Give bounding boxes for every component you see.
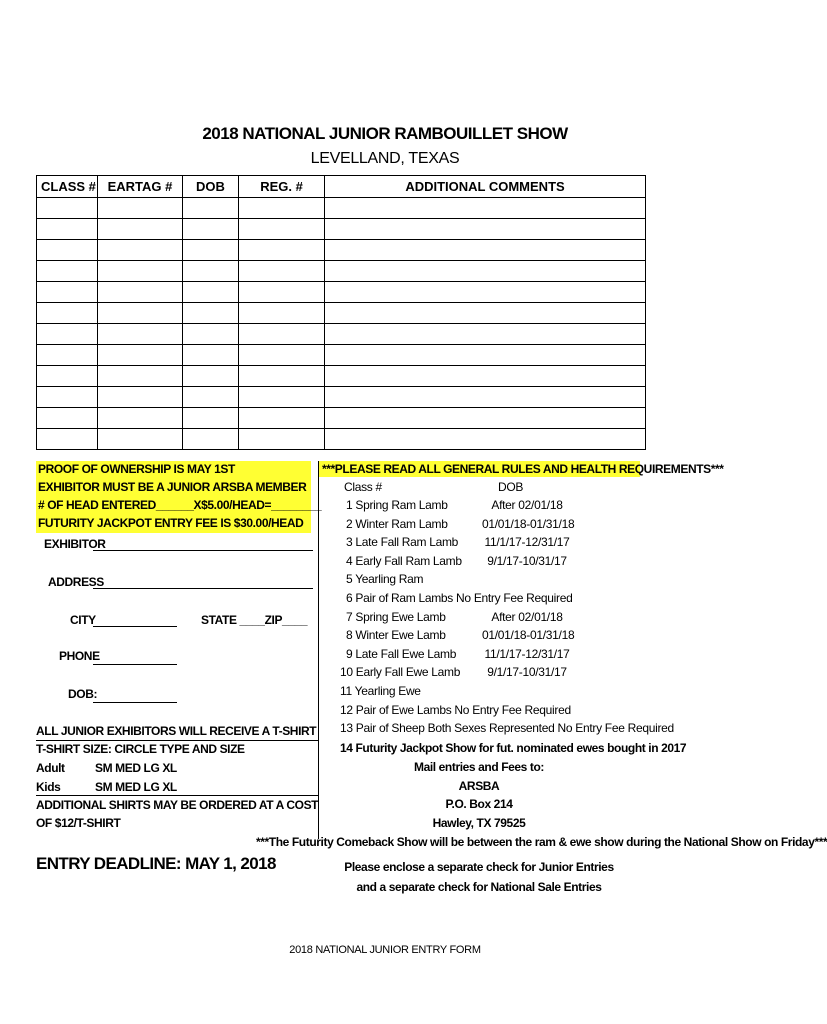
table-cell[interactable]: [239, 345, 325, 366]
table-header-row: [37, 176, 646, 198]
extra-shirts-text: ADDITIONAL SHIRTS MAY BE ORDERED AT A COST: [36, 798, 319, 812]
table-cell[interactable]: [239, 408, 325, 429]
class-dob: 9/1/17-10/31/17: [487, 665, 567, 680]
proof-text: PROOF OF OWNERSHIP IS MAY 1ST: [38, 462, 235, 476]
class-dob: After 02/01/18: [491, 609, 563, 624]
table-cell[interactable]: [98, 345, 183, 366]
read-rules-text: ***PLEASE READ ALL GENERAL RULES AND HEALTH REQUIREMENTS***: [322, 462, 724, 476]
table-cell[interactable]: [98, 366, 183, 387]
city-field[interactable]: [93, 626, 177, 627]
class-name: 8 Winter Ewe Lamb: [346, 628, 446, 643]
table-row: [37, 387, 646, 408]
table-cell[interactable]: [98, 261, 183, 282]
class-dob: 11/1/17-12/31/17: [484, 535, 570, 550]
table-cell[interactable]: [239, 282, 325, 303]
table-cell[interactable]: [98, 282, 183, 303]
class-name: 7 Spring Ewe Lamb: [346, 609, 446, 624]
head-entered-text: # OF HEAD ENTERED______X$5.00/HEAD=________: [38, 498, 322, 512]
tshirt-divider: [36, 740, 319, 741]
address-label: ADDRESS: [48, 575, 104, 589]
table-row: [37, 429, 646, 450]
table-cell[interactable]: [183, 261, 239, 282]
table-cell[interactable]: [183, 366, 239, 387]
dob-field[interactable]: [93, 702, 177, 703]
table-cell[interactable]: [98, 198, 183, 219]
adult-label: Adult: [36, 761, 65, 775]
table-cell[interactable]: [98, 324, 183, 345]
table-row: [37, 219, 646, 240]
table-cell[interactable]: [325, 366, 646, 387]
extra-shirts-cost: OF $12/T-SHIRT: [36, 816, 121, 830]
class-name: 10 Early Fall Ewe Lamb: [340, 665, 461, 680]
table-cell[interactable]: [325, 240, 646, 261]
city-label: CITY: [70, 613, 96, 627]
phone-label: PHONE: [59, 649, 100, 663]
table-cell[interactable]: [37, 387, 98, 408]
table-cell[interactable]: [37, 429, 98, 450]
tshirt-all-text: ALL JUNIOR EXHIBITORS WILL RECEIVE A T-SHIRT: [36, 724, 317, 738]
kids-sizes[interactable]: SM MED LG XL: [95, 780, 177, 794]
table-cell[interactable]: [183, 219, 239, 240]
exhibitor-field[interactable]: [93, 550, 313, 551]
mail-line-3: P.O. Box 214: [445, 797, 513, 811]
class-name: 1 Spring Ram Lamb: [346, 498, 448, 512]
table-cell[interactable]: [183, 387, 239, 408]
mail-line-1: Mail entries and Fees to:: [413, 760, 545, 774]
state-zip-label: STATE ____ZIP____: [201, 613, 308, 627]
kids-divider: [36, 795, 319, 796]
table-row: [37, 303, 646, 324]
kids-label: Kids: [36, 780, 61, 794]
dob-header: DOB: [498, 480, 524, 494]
table-cell[interactable]: [239, 198, 325, 219]
col-dob: DOB: [183, 176, 239, 198]
table-cell[interactable]: [37, 282, 98, 303]
col-reg: REG. #: [239, 176, 325, 198]
table-cell[interactable]: [325, 282, 646, 303]
mail-line-2: ARSBA: [458, 779, 500, 793]
table-cell[interactable]: [183, 324, 239, 345]
tshirt-size-text: T-SHIRT SIZE: CIRCLE TYPE AND SIZE: [36, 742, 245, 756]
table-cell[interactable]: [325, 387, 646, 408]
class-dob: 01/01/18-01/31/18: [482, 628, 575, 643]
table-row: [37, 282, 646, 303]
col-comments: ADDITIONAL COMMENTS: [325, 176, 646, 198]
table-cell[interactable]: [37, 408, 98, 429]
table-cell[interactable]: [239, 303, 325, 324]
class-name: 2 Winter Ram Lamb: [346, 516, 448, 531]
class-dob: 9/1/17-10/31/17: [487, 553, 567, 568]
table-cell[interactable]: [37, 324, 98, 345]
table-row: [37, 408, 646, 429]
class-name: 4 Early Fall Ram Lamb: [346, 553, 462, 568]
class-dob: 11/1/17-12/31/17: [484, 646, 570, 661]
col-eartag: EARTAG #: [98, 176, 183, 198]
class-header: Class #: [344, 480, 382, 494]
class-name: 5 Yearling Ram: [346, 572, 424, 587]
table-cell[interactable]: [183, 429, 239, 450]
table-cell[interactable]: [98, 387, 183, 408]
adult-sizes[interactable]: SM MED LG XL: [95, 761, 177, 775]
col-class: CLASS #: [37, 176, 98, 198]
class-name: 3 Late Fall Ram Lamb: [346, 535, 459, 550]
table-cell[interactable]: [325, 429, 646, 450]
futurity-fee-text: FUTURITY JACKPOT ENTRY FEE IS $30.00/HEAD: [38, 516, 304, 530]
table-cell[interactable]: [239, 219, 325, 240]
table-cell[interactable]: [98, 219, 183, 240]
table-row: [37, 324, 646, 345]
enclose-line-1: Please enclose a separate check for Junior Entries: [344, 860, 614, 874]
entry-table-body: [37, 198, 646, 450]
table-cell[interactable]: [183, 303, 239, 324]
table-cell[interactable]: [37, 366, 98, 387]
table-cell[interactable]: [325, 198, 646, 219]
table-row: [37, 345, 646, 366]
class-name: 6 Pair of Ram Lambs No Entry Fee Required: [346, 591, 573, 605]
table-cell[interactable]: [37, 219, 98, 240]
table-cell[interactable]: [98, 240, 183, 261]
table-cell[interactable]: [183, 198, 239, 219]
table-row: [37, 240, 646, 261]
table-row: [37, 261, 646, 282]
class-dob: After 02/01/18: [491, 498, 563, 512]
table-cell[interactable]: [325, 219, 646, 240]
table-row: [37, 198, 646, 219]
table-row: [37, 366, 646, 387]
mail-line-4: Hawley, TX 79525: [432, 816, 526, 830]
table-cell[interactable]: [183, 282, 239, 303]
table-cell[interactable]: [239, 387, 325, 408]
table-cell[interactable]: [183, 345, 239, 366]
table-cell[interactable]: [239, 366, 325, 387]
table-cell[interactable]: [37, 261, 98, 282]
form-title: 2018 NATIONAL JUNIOR RAMBOUILLET SHOW: [202, 124, 568, 143]
enclose-line-2: and a separate check for National Sale Entries: [356, 880, 602, 894]
table-cell[interactable]: [239, 261, 325, 282]
table-cell[interactable]: [239, 240, 325, 261]
member-text: EXHIBITOR MUST BE A JUNIOR ARSBA MEMBER: [38, 480, 307, 494]
table-cell[interactable]: [98, 303, 183, 324]
class-name: 13 Pair of Sheep Both Sexes Represented No Entry Fee Required: [340, 721, 674, 736]
table-cell[interactable]: [98, 429, 183, 450]
table-cell[interactable]: [325, 261, 646, 282]
entry-table: [36, 175, 646, 450]
class-name: 9 Late Fall Ewe Lamb: [346, 646, 457, 661]
class-name: 12 Pair of Ewe Lambs No Entry Fee Required: [340, 702, 571, 717]
entry-deadline: ENTRY DEADLINE: MAY 1, 2018: [36, 854, 276, 873]
table-cell[interactable]: [325, 345, 646, 366]
class-name: 11 Yearling Ewe: [340, 684, 421, 698]
table-cell[interactable]: [325, 408, 646, 429]
table-cell[interactable]: [325, 324, 646, 345]
table-cell[interactable]: [37, 345, 98, 366]
form-footer: 2018 NATIONAL JUNIOR ENTRY FORM: [289, 944, 481, 956]
table-cell[interactable]: [325, 303, 646, 324]
phone-field[interactable]: [93, 664, 177, 665]
table-cell[interactable]: [239, 429, 325, 450]
table-cell[interactable]: [183, 240, 239, 261]
table-cell[interactable]: [37, 240, 98, 261]
exhibitor-label: EXHIBITOR: [44, 537, 106, 551]
address-field[interactable]: [93, 588, 313, 589]
table-cell[interactable]: [37, 303, 98, 324]
table-cell[interactable]: [98, 408, 183, 429]
dob-label: DOB:: [68, 687, 98, 701]
table-cell[interactable]: [183, 408, 239, 429]
class-14-text: 14 Futurity Jackpot Show for fut. nominated ewes bought in 2017: [340, 741, 687, 755]
form-subtitle: LEVELLAND, TEXAS: [310, 150, 460, 167]
class-dob: 01/01/18-01/31/18: [482, 516, 575, 531]
table-cell[interactable]: [239, 324, 325, 345]
table-cell[interactable]: [37, 198, 98, 219]
comeback-note: ***The Futurity Comeback Show will be between the ram & ewe show during the National Show on Friday***: [256, 835, 827, 849]
